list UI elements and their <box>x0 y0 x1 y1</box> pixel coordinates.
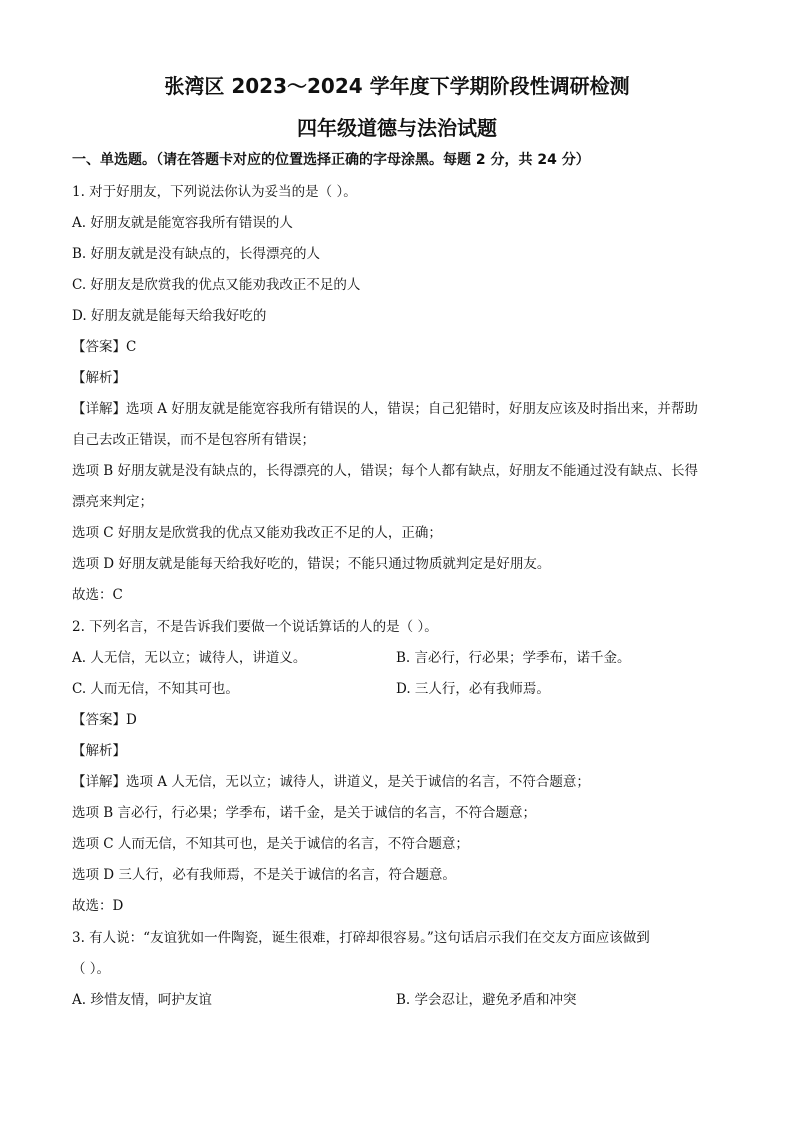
explanation-text: 选项 A 好朋友就是能宽容我所有错误的人，错误；自己犯错时，好朋友应该及时指出来，并帮助 <box>126 401 698 417</box>
q2-conclusion: 故选：D <box>72 898 124 914</box>
q2-option-a: A. 人无信，无以立；诚待人，讲道义。 <box>72 650 307 666</box>
q2-option-b: B. 言必行，行必果；学季布，诺千金。 <box>396 650 631 666</box>
q1-option-c: C. 好朋友是欣赏我的优点又能劝我改正不足的人 <box>72 277 361 293</box>
q1-option-b: B. 好朋友就是没有缺点的，长得漂亮的人 <box>72 246 321 262</box>
q1-explanation-line: 选项 D 好朋友就是能每天给我好吃的，错误；不能只通过物质就判定是好朋友。 <box>72 556 551 572</box>
section-heading: 一、单选题。（请在答题卡对应的位置选择正确的字母涂黑。每题 2 分，共 24 分） <box>72 152 590 168</box>
answer-value: C <box>126 339 137 355</box>
q1-explanation-line: 漂亮来判定； <box>72 494 153 510</box>
q1-stem: 1. 对于好朋友，下列说法你认为妥当的是（ ）。 <box>72 184 357 200</box>
q2-explanation-line: 选项 B 言必行，行必果；学季布，诺千金，是关于诚信的名言，不符合题意； <box>72 805 537 821</box>
q3-stem-continued: （ ）。 <box>72 961 111 977</box>
q1-analysis-tag: 【解析】 <box>72 370 126 386</box>
detail-tag: 【详解】 <box>72 774 126 790</box>
q1-option-d: D. 好朋友就是能每天给我好吃的 <box>72 308 267 324</box>
q3-stem: 3. 有人说：“友谊犹如一件陶瓷，诞生很难，打碎却很容易。”这句话启示我们在交友方面应该做到 <box>72 930 650 946</box>
answer-tag: 【答案】 <box>72 339 126 355</box>
q2-option-c: C. 人而无信，不知其可也。 <box>72 681 239 697</box>
exam-title: 张湾区 2023～2024 学年度下学期阶段性调研检测 <box>164 74 630 98</box>
q1-explanation-line: 选项 C 好朋友是欣赏我的优点又能劝我改正不足的人，正确； <box>72 525 442 541</box>
q2-stem: 2. 下列名言，不是告诉我们要做一个说话算话的人的是（ ）。 <box>72 619 438 635</box>
q1-explanation-line: 自己去改正错误，而不是包容所有错误； <box>72 432 315 448</box>
q3-option-a: A. 珍惜友情，呵护友谊 <box>72 992 212 1008</box>
exam-subtitle: 四年级道德与法治试题 <box>297 116 497 140</box>
answer-value: D <box>126 712 137 728</box>
explanation-text: 选项 A 人无信，无以立；诚待人，讲道义，是关于诚信的名言，不符合题意； <box>126 774 590 790</box>
q2-explanation-line: 选项 C 人而无信，不知其可也，是关于诚信的名言，不符合题意； <box>72 836 469 852</box>
q1-explanation-line <box>72 399 698 419</box>
q2-explanation-line: 选项 D 三人行，必有我师焉，不是关于诚信的名言，符合题意。 <box>72 867 456 883</box>
q1-answer <box>72 337 136 357</box>
q2-option-d: D. 三人行，必有我师焉。 <box>396 681 550 697</box>
q1-explanation-line: 选项 B 好朋友就是没有缺点的，长得漂亮的人，错误；每个人都有缺点，好朋友不能通过没有缺点、长得 <box>72 463 699 479</box>
q2-explanation-line <box>72 772 590 792</box>
q2-answer <box>72 710 137 730</box>
q2-analysis-tag: 【解析】 <box>72 743 126 759</box>
answer-tag: 【答案】 <box>72 712 126 728</box>
q3-option-b: B. 学会忍让，避免矛盾和冲突 <box>396 992 577 1008</box>
q1-option-a: A. 好朋友就是能宽容我所有错误的人 <box>72 215 293 231</box>
q1-conclusion: 故选：C <box>72 587 123 603</box>
detail-tag: 【详解】 <box>72 401 126 417</box>
